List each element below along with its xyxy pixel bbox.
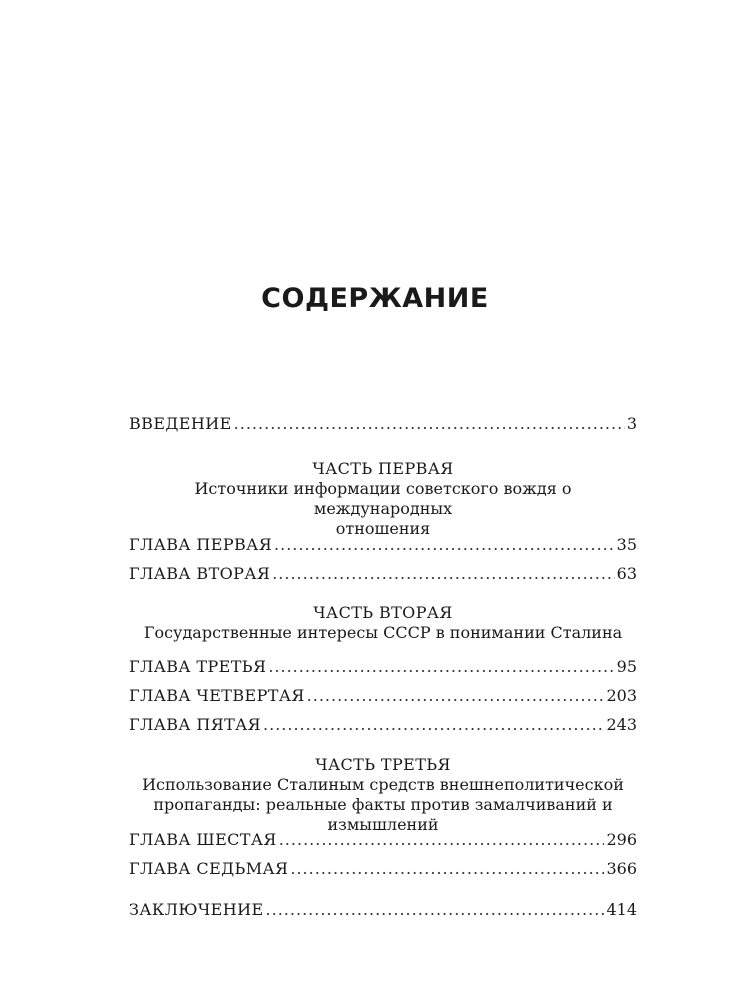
part-heading-2	[129, 603, 637, 643]
toc-entry-chapter-7[interactable]	[129, 859, 637, 879]
toc-entry-chapter-3[interactable]	[129, 657, 637, 677]
toc-entry-label: ГЛАВА ВТОРАЯ	[129, 564, 271, 583]
toc-page-number: 296	[606, 830, 637, 849]
part-subtitle-line: Источники информации советского вождя о международных	[194, 479, 572, 518]
toc-entry-label: ВВЕДЕНИЕ	[129, 414, 232, 433]
toc-entry-conclusion[interactable]	[129, 900, 637, 920]
toc-page-number: 95	[616, 657, 637, 676]
toc-entry-label: ГЛАВА ШЕСТАЯ	[129, 830, 277, 849]
part-subtitle-line: пропаганды: реальные факты против замалчиваний и измышлений	[153, 795, 613, 834]
part-subtitle-line: отношения	[335, 519, 431, 538]
dot-leader	[268, 657, 614, 677]
toc-page-number: 35	[616, 535, 637, 554]
toc-page-number: 203	[606, 686, 637, 705]
dot-leader	[263, 715, 604, 735]
part-heading-3	[129, 755, 637, 835]
toc-entry-chapter-6[interactable]	[129, 830, 637, 850]
toc-entry-chapter-5[interactable]	[129, 715, 637, 735]
toc-entry-intro[interactable]	[129, 414, 637, 434]
dot-leader	[272, 564, 614, 584]
part-name: ЧАСТЬ ВТОРАЯ	[313, 603, 453, 622]
toc-entry-label: ГЛАВА ТРЕТЬЯ	[129, 657, 267, 676]
dot-leader	[234, 414, 625, 434]
dot-leader	[307, 686, 605, 706]
dot-leader	[279, 830, 605, 850]
part-heading-1	[129, 459, 637, 539]
toc-entry-chapter-2[interactable]	[129, 564, 637, 584]
page-title: СОДЕРЖАНИЕ	[261, 283, 489, 314]
toc-entry-label: ГЛАВА ПЯТАЯ	[129, 715, 262, 734]
dot-leader	[274, 535, 615, 555]
dot-leader	[290, 859, 604, 879]
toc-page-number: 366	[606, 859, 637, 878]
part-name: ЧАСТЬ ПЕРВАЯ	[312, 459, 454, 478]
part-subtitle-line: Использование Сталиным средств внешнеполитической	[142, 775, 624, 794]
toc-page-number: 3	[626, 414, 637, 433]
toc-entry-chapter-4[interactable]	[129, 686, 637, 706]
toc-entry-chapter-1[interactable]	[129, 535, 637, 555]
toc-page-number: 414	[606, 900, 637, 919]
toc-entry-label: ЗАКЛЮЧЕНИЕ	[129, 900, 264, 919]
part-subtitle-line: Государственные интересы СССР в понимании Сталина	[143, 623, 623, 642]
toc-page-number: 243	[606, 715, 637, 734]
part-name: ЧАСТЬ ТРЕТЬЯ	[315, 755, 451, 774]
toc-entry-label: ГЛАВА СЕДЬМАЯ	[129, 859, 289, 878]
dot-leader	[266, 900, 605, 920]
toc-page-number: 63	[616, 564, 637, 583]
toc-entry-label: ГЛАВА ПЕРВАЯ	[129, 535, 273, 554]
toc-entry-label: ГЛАВА ЧЕТВЕРТАЯ	[129, 686, 305, 705]
